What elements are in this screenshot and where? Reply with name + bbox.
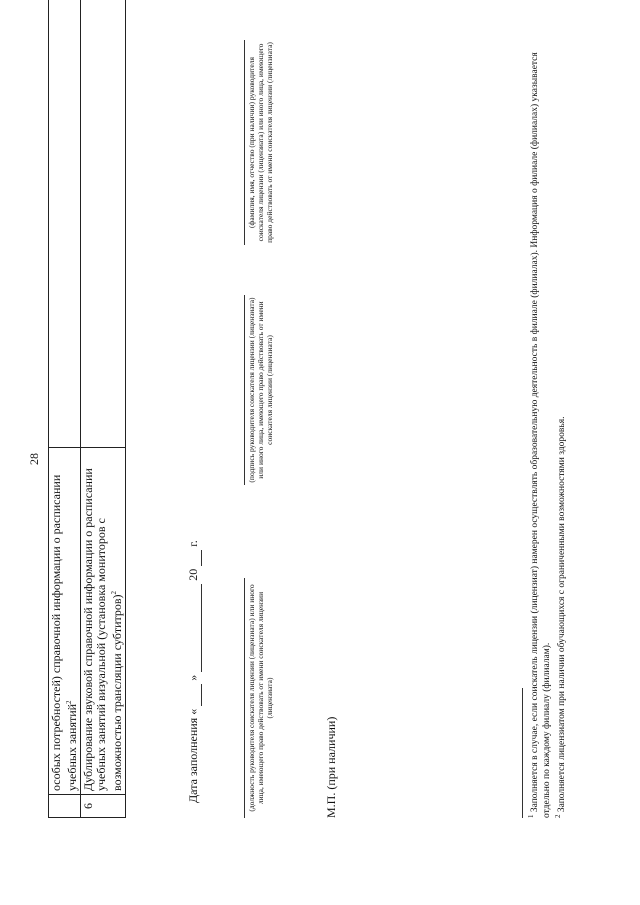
footnotes — [526, 28, 569, 818]
day-blank — [186, 684, 202, 706]
row-number — [49, 795, 81, 818]
stamp-label: М.П. (при наличии) — [324, 716, 338, 818]
row-text: особых потребностей) справочной информации о расписании учебных занятий — [49, 474, 79, 791]
signature-line — [244, 295, 245, 485]
month-blank — [186, 584, 202, 672]
row-empty-cell — [49, 0, 81, 448]
table-row — [81, 0, 126, 818]
signature-caption: (подпись руководителя соискателя лицензии (лицензиата) или иного лица, имеющего право действовать от имени соискателя лицензии (лицензиата) — [247, 297, 274, 483]
row-text: Дублирование звуковой справочной информации о расписании учебных занятий визуальной (установка мониторов с возможностью трансляции субтитров) — [81, 468, 124, 791]
position-caption: (должность руководителя соискателя лицензии (лицензиата) или иного лица, имеющего право действовать от имени соискателя лицензии (лицензиата) — [247, 584, 274, 812]
name-caption: (фамилия, имя, отчество (при наличии) руководителя соискателя лицензии (лицензиата) или иного лица, имеющего право действовать от имени соискателя лицензии (лицензиата) — [247, 42, 274, 243]
name-line — [244, 40, 245, 245]
position-line — [244, 578, 245, 818]
table-row — [49, 0, 81, 818]
row-empty-cell — [81, 0, 126, 448]
row-description — [49, 448, 81, 795]
footnote: $^1$ Заполняется в случае, если соискатель лицензии (лицензиат) намерен осуществлять образовательную деятельность в филиале (филиалах). Информация о филиале (филиалах) указывается отдельно по каждому филиалу (филиалам). — [527, 52, 552, 818]
footnote: $^2$ Заполняется лицензиатом при наличии обучающихся с ограниченными возможностями здоровья. — [554, 416, 568, 818]
date-close-quote: » — [186, 674, 200, 681]
date-label: Дата заполнения « — [186, 708, 200, 803]
footnote-separator — [522, 688, 523, 818]
year-blank — [186, 550, 202, 566]
year-prefix: 20 — [186, 568, 200, 581]
date-line — [186, 483, 202, 803]
year-suffix: г. — [186, 540, 200, 547]
page-number: 28 — [27, 453, 41, 465]
accessibility-table — [48, 0, 126, 818]
row-number: 6 — [81, 795, 126, 818]
footnote-mark: 2 — [65, 700, 73, 704]
footnote-mark: 2 — [110, 590, 118, 595]
row-description — [81, 448, 126, 795]
